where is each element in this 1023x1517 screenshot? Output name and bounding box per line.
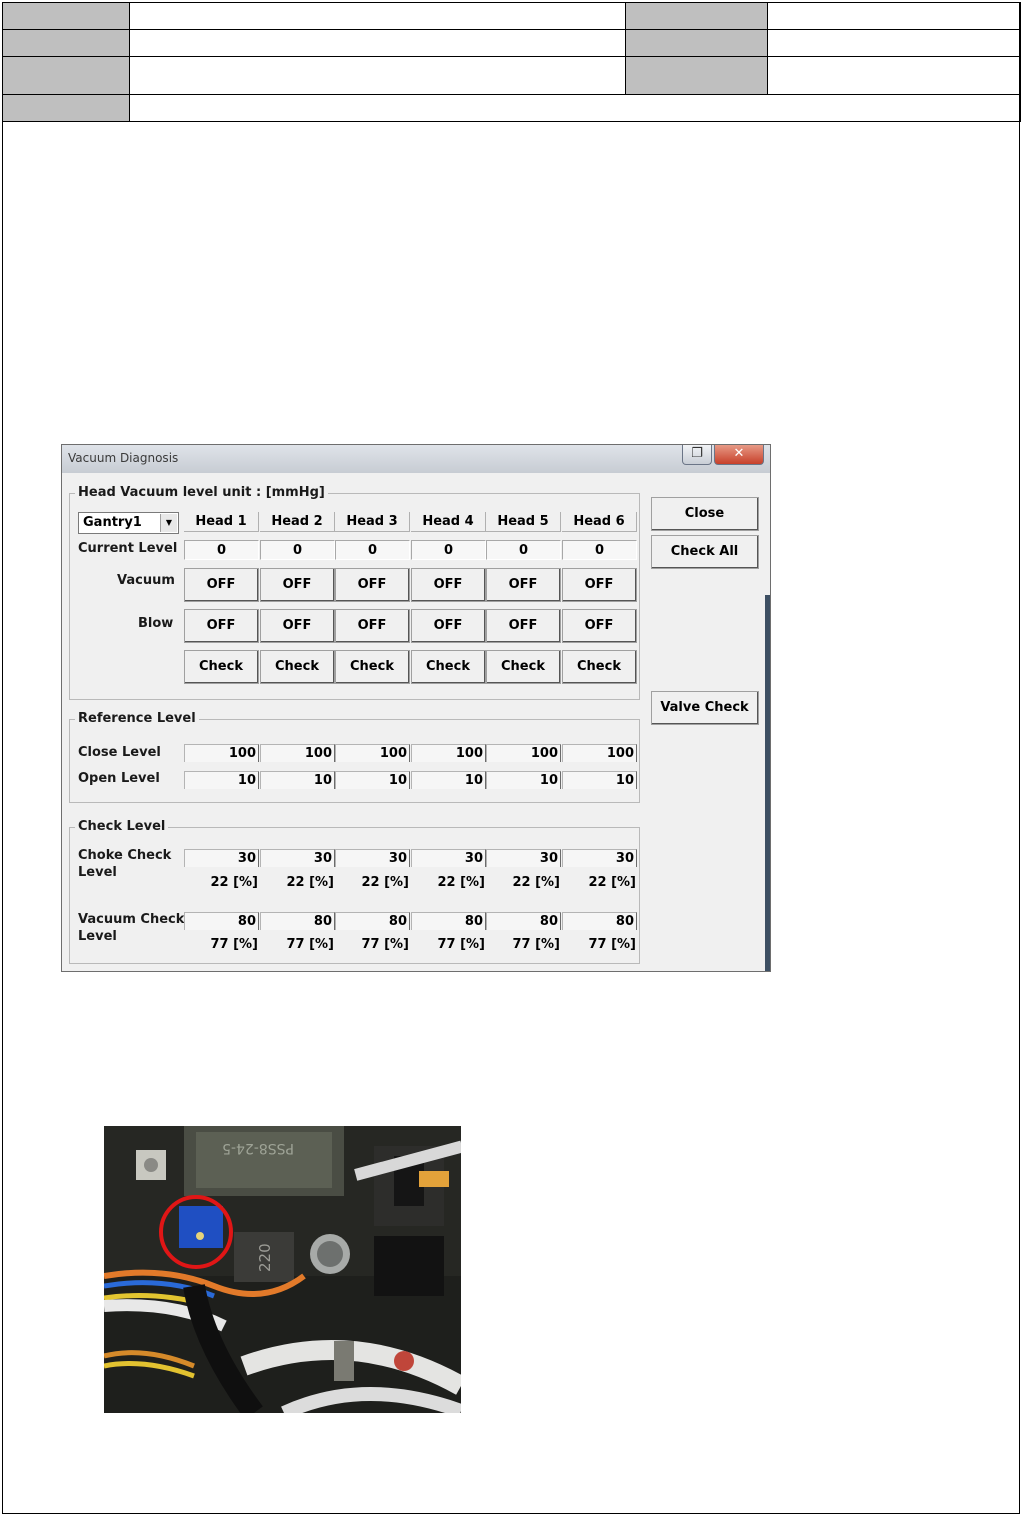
gantry-select-value: Gantry1: [83, 515, 142, 530]
check-button[interactable]: Check: [411, 650, 486, 684]
reference-level-group-label: Reference Level: [75, 711, 199, 726]
header-label-cell: [3, 95, 130, 122]
close-level-input[interactable]: 100: [562, 744, 637, 762]
open-level-label: Open Level: [78, 771, 160, 786]
blow-toggle-button[interactable]: OFF: [260, 609, 335, 643]
vacuum-toggle-button[interactable]: OFF: [562, 568, 637, 602]
head-column-header: Head 2: [260, 512, 335, 532]
close-level-input[interactable]: 100: [486, 744, 561, 762]
open-level-input[interactable]: 10: [335, 771, 410, 789]
close-button[interactable]: Close: [651, 497, 759, 531]
header-value-cell: [130, 57, 626, 95]
vacuum-check-input[interactable]: 80: [184, 912, 259, 930]
check-button[interactable]: Check: [260, 650, 335, 684]
close-level-input[interactable]: 100: [411, 744, 486, 762]
blow-label: Blow: [138, 616, 174, 631]
open-level-input[interactable]: 10: [486, 771, 561, 789]
blow-toggle-button[interactable]: OFF: [562, 609, 637, 643]
header-label-cell: [626, 57, 768, 95]
vacuum-check-percent: 77 [%]: [361, 937, 409, 952]
vacuum-toggle-button[interactable]: OFF: [411, 568, 486, 602]
check-level-group-label: Check Level: [75, 819, 168, 834]
current-level-value: 0: [562, 540, 637, 560]
close-level-label: Close Level: [78, 745, 161, 760]
vacuum-check-level-label: Vacuum Check Level: [78, 912, 185, 944]
vacuum-check-input[interactable]: 80: [260, 912, 335, 930]
header-value-cell: [768, 3, 1021, 30]
current-level-value: 0: [411, 540, 486, 560]
current-level-label: Current Level: [78, 541, 178, 556]
header-label-cell: [3, 30, 130, 57]
vacuum-toggle-button[interactable]: OFF: [335, 568, 410, 602]
open-level-input[interactable]: 10: [411, 771, 486, 789]
header-label-cell: [626, 30, 768, 57]
current-level-value: 0: [260, 540, 335, 560]
vacuum-diagnosis-window: [61, 444, 771, 972]
blow-toggle-button[interactable]: OFF: [411, 609, 486, 643]
choke-check-percent: 22 [%]: [512, 875, 560, 890]
vacuum-check-input[interactable]: 80: [335, 912, 410, 930]
vacuum-toggle-button[interactable]: OFF: [486, 568, 561, 602]
blow-toggle-button[interactable]: OFF: [335, 609, 410, 643]
pcb-photo-graphic: [104, 1126, 461, 1413]
blow-toggle-button[interactable]: OFF: [486, 609, 561, 643]
head-column-header: Head 5: [486, 512, 561, 532]
choke-check-percent: 22 [%]: [588, 875, 636, 890]
check-button[interactable]: Check: [184, 650, 259, 684]
vacuum-check-input[interactable]: 80: [411, 912, 486, 930]
head-column-header: Head 6: [562, 512, 637, 532]
choke-check-input[interactable]: 30: [486, 849, 561, 867]
document-header-table: [2, 2, 1021, 122]
check-button[interactable]: Check: [335, 650, 410, 684]
close-icon[interactable]: ✕: [714, 445, 764, 465]
restore-icon[interactable]: ❐: [682, 445, 712, 465]
open-level-input[interactable]: 10: [184, 771, 259, 789]
choke-check-percent: 22 [%]: [210, 875, 258, 890]
header-value-cell: [130, 30, 626, 57]
vacuum-check-input[interactable]: 80: [562, 912, 637, 930]
current-level-value: 0: [486, 540, 561, 560]
choke-check-input[interactable]: 30: [335, 849, 410, 867]
vacuum-check-percent: 77 [%]: [210, 937, 258, 952]
close-level-input[interactable]: 100: [260, 744, 335, 762]
head-column-header: Head 1: [184, 512, 259, 532]
header-value-cell: [130, 95, 1021, 122]
vacuum-check-percent: 77 [%]: [437, 937, 485, 952]
current-level-value: 0: [184, 540, 259, 560]
choke-check-input[interactable]: 30: [260, 849, 335, 867]
close-level-input[interactable]: 100: [335, 744, 410, 762]
header-value-cell: [130, 3, 626, 30]
vacuum-label: Vacuum: [117, 573, 175, 588]
chevron-down-icon[interactable]: ▼: [160, 514, 177, 532]
open-level-input[interactable]: 10: [562, 771, 637, 789]
choke-check-percent: 22 [%]: [437, 875, 485, 890]
blow-toggle-button[interactable]: OFF: [184, 609, 259, 643]
vacuum-check-percent: 77 [%]: [286, 937, 334, 952]
current-level-value: 0: [335, 540, 410, 560]
vacuum-toggle-button[interactable]: OFF: [184, 568, 259, 602]
vacuum-check-percent: 77 [%]: [512, 937, 560, 952]
choke-check-input[interactable]: 30: [184, 849, 259, 867]
valve-check-button[interactable]: Valve Check: [651, 691, 759, 725]
head-column-header: Head 4: [411, 512, 486, 532]
header-label-cell: [3, 57, 130, 95]
header-label-cell: [626, 3, 768, 30]
vacuum-check-input[interactable]: 80: [486, 912, 561, 930]
vacuum-toggle-button[interactable]: OFF: [260, 568, 335, 602]
header-value-cell: [768, 30, 1021, 57]
gantry-select[interactable]: [78, 512, 179, 534]
window-edge: [765, 595, 770, 971]
head-column-header: Head 3: [335, 512, 410, 532]
choke-check-input[interactable]: 30: [411, 849, 486, 867]
pcb-photo: [104, 1126, 461, 1413]
choke-check-percent: 22 [%]: [286, 875, 334, 890]
check-all-button[interactable]: Check All: [651, 535, 759, 569]
vacuum-check-percent: 77 [%]: [588, 937, 636, 952]
check-button[interactable]: Check: [562, 650, 637, 684]
header-value-cell: [768, 57, 1021, 95]
inductor-label: 220: [256, 1243, 274, 1272]
choke-check-level-label: Choke Check Level: [78, 848, 172, 880]
window-title: Vacuum Diagnosis: [68, 451, 179, 465]
title-bar: [62, 445, 770, 473]
check-button[interactable]: Check: [486, 650, 561, 684]
head-vacuum-group-label: Head Vacuum level unit : [mmHg]: [75, 485, 328, 500]
choke-check-percent: 22 [%]: [361, 875, 409, 890]
header-label-cell: [3, 3, 130, 30]
close-level-input[interactable]: 100: [184, 744, 259, 762]
open-level-input[interactable]: 10: [260, 771, 335, 789]
chip-label: PSS8-24-5: [222, 1140, 294, 1156]
choke-check-input[interactable]: 30: [562, 849, 637, 867]
